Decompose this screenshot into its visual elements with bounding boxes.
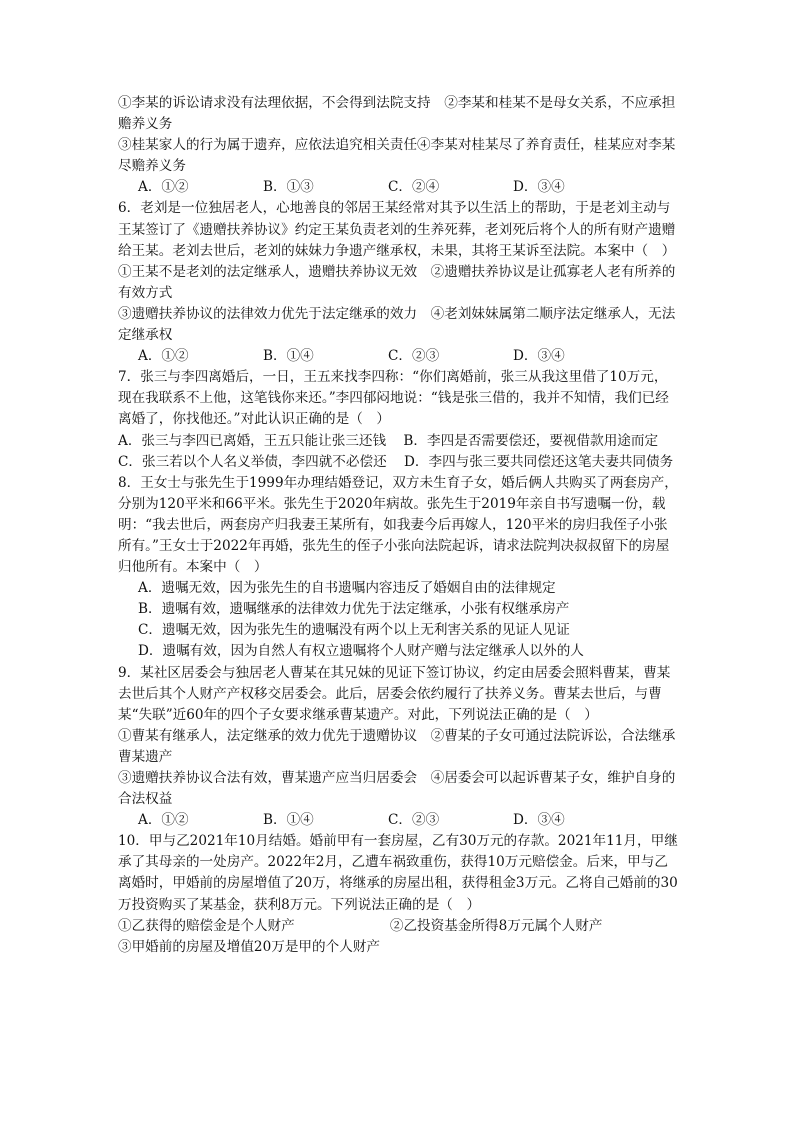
- q6-options: [118, 346, 680, 367]
- q5-statement-1-2: ①李某的诉讼请求没有法理依据，不会得到法院支持 ②李某和桂某不是母女关系，不应承担赡养义务: [118, 95, 676, 133]
- q10-stem: 10．甲与乙2021年10月结婚。婚前甲有一套房屋，乙有30万元的存款。2021年11月，甲继承了其母亲的一处房产。2022年2月，乙遭车祸致重伤，获得10万元赔偿金。后来，甲与乙离婚时，甲婚前的房屋增值了20万，将继承的房屋出租，获得租金3万元。乙将自己婚前的30万投资购买了某基金，获利8万元。下列说法正确的是（ ）: [118, 833, 678, 913]
- q7-options-ab: [118, 431, 680, 452]
- q9-statement-3-4: ③遗赠扶养协议合法有效，曹某遗产应当归居委会 ④居委会可以起诉曹某子女，维护自身的合法权益: [118, 770, 676, 808]
- q5-option-d: D．③④: [513, 179, 565, 196]
- q9-option-d: D．③④: [513, 812, 565, 829]
- q9-option-b: B．①④: [263, 812, 314, 829]
- document-body: [118, 93, 680, 958]
- q6-option-d: D．③④: [513, 348, 565, 365]
- q7-option-a: A．张三与李四已离婚，王五只能让张三还钱: [118, 432, 387, 449]
- q8-option-a: A．遗嘱无效，因为张先生的自书遗嘱内容违反了婚姻自由的法律规定: [138, 580, 556, 597]
- q10-statement-3: ③甲婚前的房屋及增值20万是甲的个人财产: [118, 938, 380, 955]
- q9-statement-1-2: ①曹某有继承人，法定继承的效力优先于遗赠协议 ②曹某的子女可通过法院诉讼，合法继承曹某遗产: [118, 727, 676, 765]
- q8-stem: 8．王女士与张先生于1999年办理结婚登记，双方未生育子女，婚后俩人共购买了两套房产，分别为120平米和66平米。张先生于2020年病故。张先生于2019年亲自书写遗嘱一份，载明：“我去世后，两套房产归我妻王某所有，如我妻今后再嫁人，120平米的房归我侄子小张所有。”王女士于2022年再婚，张先生的侄子小张向法院起诉，请求法院判决叔叔留下的房屋归他所有。本案中（ ）: [118, 474, 678, 576]
- q5-option-b: B．①③: [263, 179, 314, 196]
- q6-option-c: C．②③: [388, 348, 440, 365]
- q5-option-c: C．②④: [388, 179, 440, 196]
- q7-options-cd: [118, 452, 680, 473]
- q6-option-a: A．①②: [138, 348, 189, 365]
- q7-option-c: C．张三若以个人名义举债，李四就不必偿还: [118, 453, 387, 470]
- q9-stem: 9．某社区居委会与独居老人曹某在其兄妹的见证下签订协议，约定由居委会照料曹某，曹某去世后其个人财产产权移交居委会。此后，居委会依约履行了扶养义务。曹某去世后，与曹某“失联”近60年的四个子女要求继承曹某遗产。对此，下列说法正确的是（ ）: [118, 664, 671, 723]
- q10-statement-1-2: ①乙获得的赔偿金是个人财产 ②乙投资基金所得8万元属个人财产: [118, 917, 603, 934]
- q9-option-c: C．②③: [388, 812, 440, 829]
- q9-option-a: A．①②: [138, 812, 189, 829]
- q7-option-b: B．李四是否需要偿还，要视借款用途而定: [403, 432, 659, 449]
- q6-statement-3-4: ③遗赠扶养协议的法律效力优先于法定继承的效力 ④老刘妹妹属第二顺序法定继承人，无法定继承权: [118, 305, 676, 344]
- q5-options: [118, 177, 680, 198]
- q6-stem: 6．老刘是一位独居老人，心地善良的邻居王某经常对其予以生活上的帮助，于是老刘主动与王某签订了《遗赠扶养协议》约定王某负责老刘的生养死葬，老刘死后将个人的所有财产遗赠给王某。老刘去世后，老刘的妹妹力争遗产继承权，未果，其将王某诉至法院。本案中（ ）: [118, 200, 676, 259]
- q5-option-a: A．①②: [138, 179, 189, 196]
- q8-option-b: B．遗嘱有效，遗嘱继承的法律效力优先于法定继承，小张有权继承房产: [138, 601, 570, 618]
- q6-option-b: B．①④: [263, 348, 314, 365]
- q5-statement-3-4: ③桂某家人的行为属于遗弃，应依法追究相关责任④李某对桂某尽了养育责任，桂某应对李某尽赡养义务: [118, 137, 676, 175]
- q9-options: [118, 810, 680, 831]
- q7-option-d: D．李四与张三要共同偿还这笔夫妻共同债务: [403, 453, 674, 470]
- q8-option-c: C．遗嘱无效，因为张先生的遗嘱没有两个以上无利害关系的见证人见证: [138, 622, 570, 639]
- q8-option-d: D．遗嘱有效，因为自然人有权立遗嘱将个人财产赠与法定继承人以外的人: [138, 643, 584, 660]
- q7-stem: 7．张三与李四离婚后，一日，王五来找李四称：“你们离婚前，张三从我这里借了10万元，现在我联系不上他，这笔钱你来还。”李四郁闷地说：“钱是张三借的，我并不知情，我们已经离婚了，你找他还。”对此认识正确的是（ ）: [118, 369, 669, 428]
- q6-statement-1-2: ①王某不是老刘的法定继承人，遗赠扶养协议无效 ②遗赠扶养协议是让孤寡老人老有所养的有效方式: [118, 263, 676, 301]
